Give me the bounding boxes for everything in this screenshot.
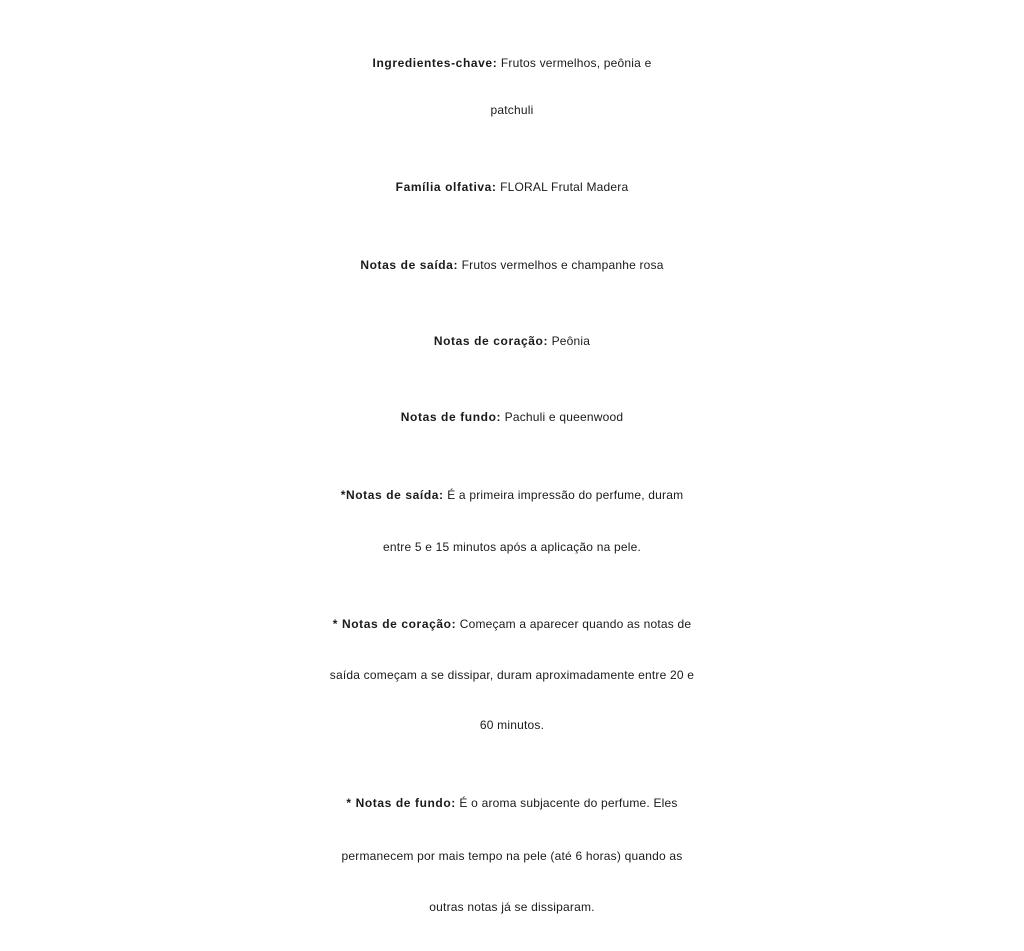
footnote-heart-notes-text: Começam a aparecer quando as notas de [456, 617, 692, 631]
heart-notes-value: Peônia [548, 334, 591, 348]
key-ingredients-line [0, 41, 1024, 85]
footnote-top-notes-line-1 [0, 475, 1024, 515]
top-notes-value: Frutos vermelhos e champanhe rosa [458, 258, 664, 272]
key-ingredients-label: Ingredientes-chave: [372, 56, 498, 70]
footnote-base-notes-line-3: outras notas já se dissiparam. [429, 900, 595, 914]
footnote-base-notes-label: * Notas de fundo: [346, 796, 456, 810]
base-notes-label: Notas de fundo: [400, 410, 502, 424]
key-ingredients-value: Frutos vermelhos, peônia e [497, 56, 652, 70]
olfactory-family-line [0, 165, 1024, 209]
olfactory-family-label: Família olfativa: [395, 180, 497, 194]
key-ingredients-continuation: patchuli [490, 103, 534, 117]
footnote-heart-notes-label: * Notas de coração: [332, 617, 457, 631]
base-notes-value: Pachuli e queenwood [501, 410, 624, 424]
footnote-base-notes-line-2: permanecem por mais tempo na pele (até 6 horas) quando as [341, 849, 683, 863]
olfactory-family-value: FLORAL Frutal Madera [496, 180, 629, 194]
footnote-heart-notes-line-1 [0, 604, 1024, 644]
footnote-heart-notes-line-2: saída começam a se dissipar, duram aproximadamente entre 20 e [329, 668, 695, 682]
top-notes-line [0, 243, 1024, 287]
heart-notes-label: Notas de coração: [433, 334, 549, 348]
heart-notes-line [0, 319, 1024, 363]
base-notes-line [0, 395, 1024, 439]
top-notes-label: Notas de saída: [360, 258, 459, 272]
footnote-top-notes-label: *Notas de saída: [340, 488, 444, 502]
footnote-heart-notes-line-3: 60 minutos. [479, 718, 545, 732]
footnote-top-notes-text: É a primeira impressão do perfume, duram [443, 488, 684, 502]
footnote-top-notes-line-2: entre 5 e 15 minutos após a aplicação na pele. [382, 540, 642, 554]
footnote-base-notes-line-1 [0, 783, 1024, 823]
footnote-base-notes-text: É o aroma subjacente do perfume. Eles [455, 796, 678, 810]
